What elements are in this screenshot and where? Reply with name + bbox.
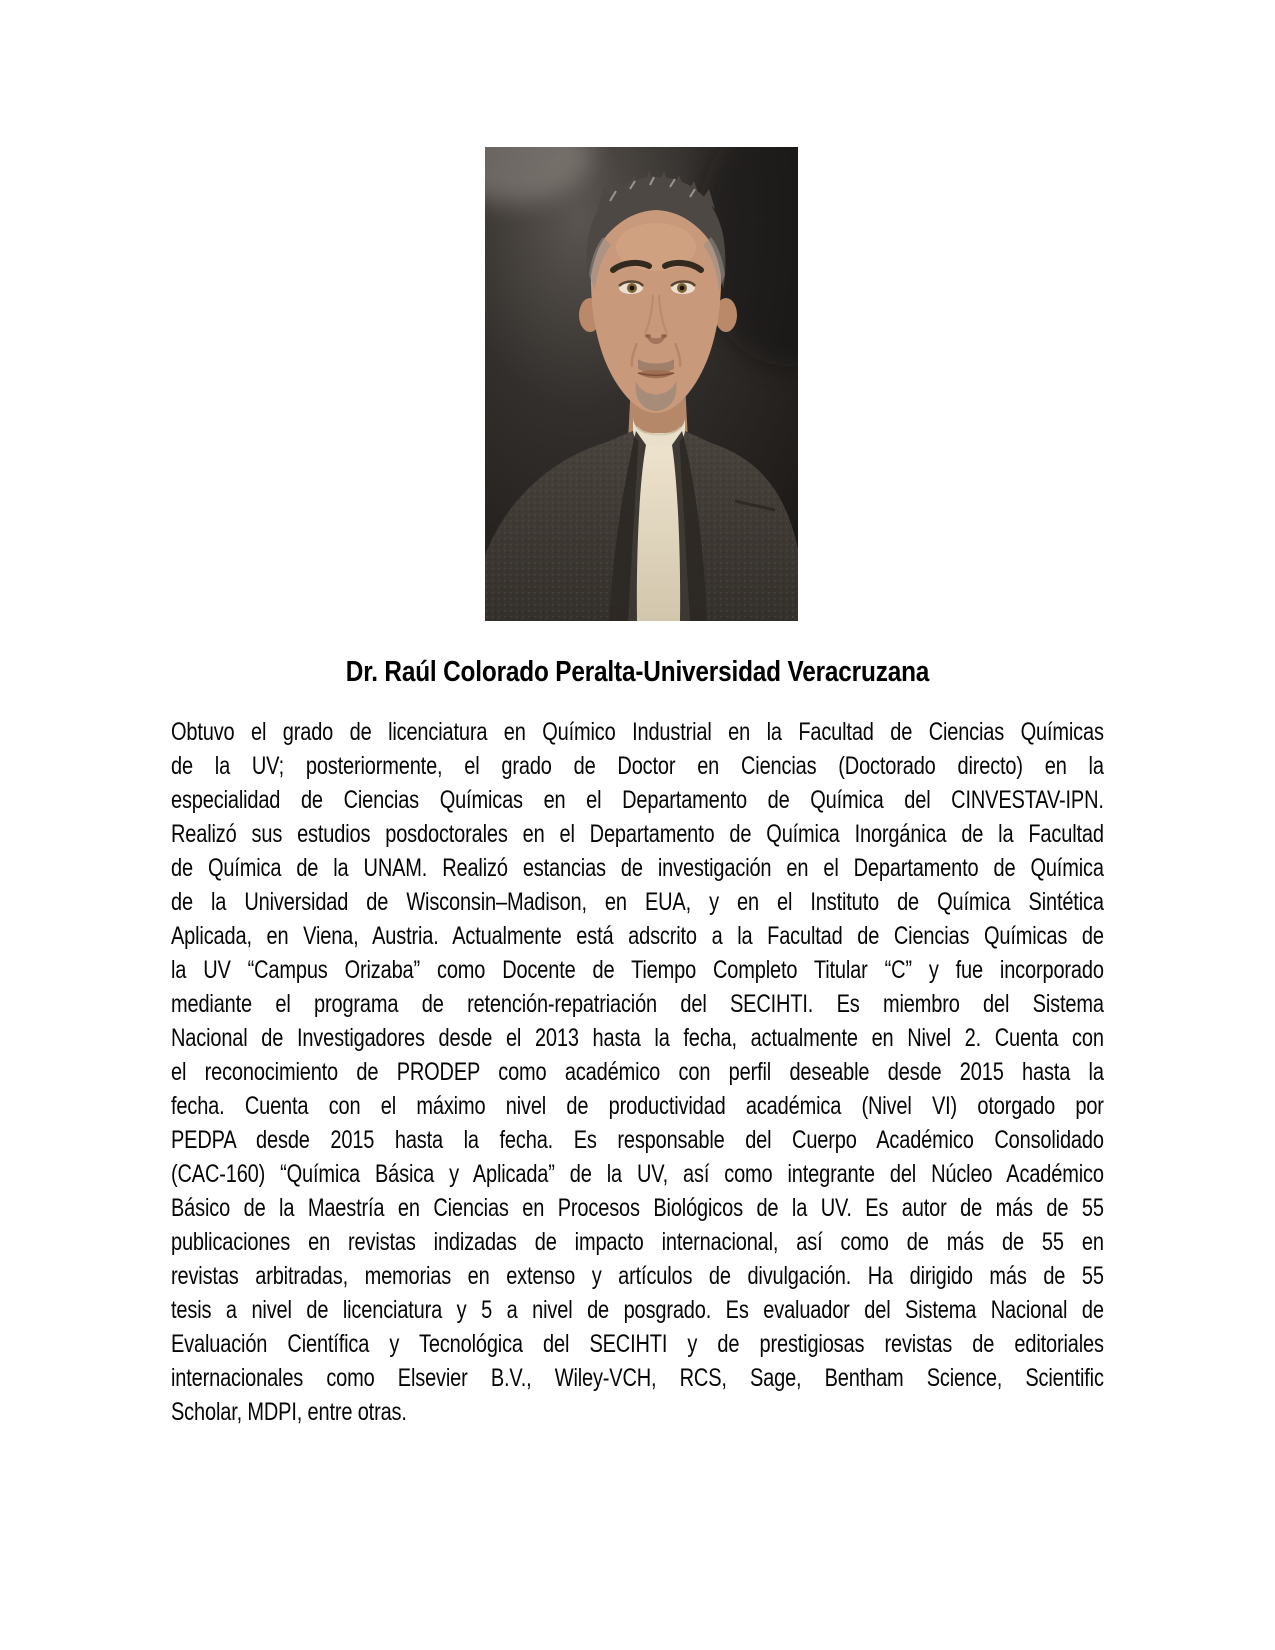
bio-paragraph <box>171 715 1104 1429</box>
paragraph-line: (CAC-160) “Química Básica y Aplicada” de la UV, así como integrante del Núcleo Académico <box>171 1160 1104 1188</box>
portrait-photo <box>485 147 798 621</box>
portrait-illustration <box>485 147 798 621</box>
paragraph-line: la UV “Campus Orizaba” como Docente de Tiempo Completo Titular “C” y fue incorporado <box>171 956 1104 984</box>
paragraph-line: de la Universidad de Wisconsin–Madison, en EUA, y en el Instituto de Química Sintética <box>171 888 1104 916</box>
paragraph-line: internacionales como Elsevier B.V., Wiley-VCH, RCS, Sage, Bentham Science, Scientific <box>171 1364 1104 1392</box>
paragraph-line: el reconocimiento de PRODEP como académico con perfil deseable desde 2015 hasta la <box>171 1058 1104 1086</box>
paragraph-line: especialidad de Ciencias Químicas en el Departamento de Química del CINVESTAV-IPN. <box>171 786 1104 814</box>
left-eye <box>619 282 643 295</box>
paragraph-line: Scholar, MDPI, entre otras. <box>171 1398 407 1426</box>
paragraph-line: Aplicada, en Viena, Austria. Actualmente está adscrito a la Facultad de Ciencias Químicas de <box>171 922 1104 950</box>
paragraph-line: Realizó sus estudios posdoctorales en el Departamento de Química Inorgánica de la Facultad <box>171 820 1104 848</box>
paragraph-line: tesis a nivel de licenciatura y 5 a nivel de posgrado. Es evaluador del Sistema Nacional de <box>171 1296 1104 1324</box>
paragraph-line: Nacional de Investigadores desde el 2013 hasta la fecha, actualmente en Nivel 2. Cuenta con <box>171 1024 1104 1052</box>
paragraph-line: publicaciones en revistas indizadas de impacto internacional, así como de más de 55 en <box>171 1228 1104 1256</box>
paragraph-line: Obtuvo el grado de licenciatura en Químico Industrial en la Facultad de Ciencias Químicas <box>171 718 1104 746</box>
paragraph-line: mediante el programa de retención-repatriación del SECIHTI. Es miembro del Sistema <box>171 990 1104 1018</box>
right-eye <box>671 282 695 295</box>
paragraph-line: Básico de la Maestría en Ciencias en Procesos Biológicos de la UV. Es autor de más de 55 <box>171 1194 1104 1222</box>
document-title: Dr. Raúl Colorado Peralta-Universidad Veracruzana <box>345 656 930 688</box>
paragraph-line: revistas arbitradas, memorias en extenso y artículos de divulgación. Ha dirigido más de 55 <box>171 1262 1104 1290</box>
paragraph-line: fecha. Cuenta con el máximo nivel de productividad académica (Nivel VI) otorgado por <box>171 1092 1104 1120</box>
paragraph-line: de Química de la UNAM. Realizó estancias de investigación en el Departamento de Química <box>171 854 1104 882</box>
paragraph-line: Evaluación Científica y Tecnológica del SECIHTI y de prestigiosas revistas de editoriales <box>171 1330 1104 1358</box>
paragraph-line: PEDPA desde 2015 hasta la fecha. Es responsable del Cuerpo Académico Consolidado <box>171 1126 1104 1154</box>
paragraph-line: de la UV; posteriormente, el grado de Doctor en Ciencias (Doctorado directo) en la <box>171 752 1104 780</box>
